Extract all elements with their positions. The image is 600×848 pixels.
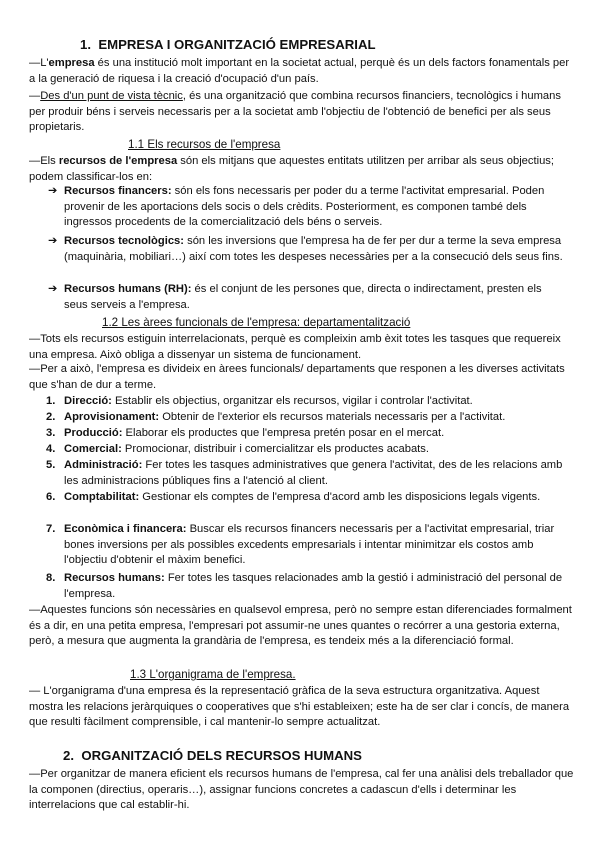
area-label: Direcció:	[64, 395, 112, 407]
dash-prefix: —L'	[29, 57, 49, 69]
underlined-phrase: Des d'un punt de vista tècnic	[40, 90, 183, 102]
area-text: Establir els objectius, organitzar els recursos, vigilar i controlar l'activitat.	[111, 395, 473, 407]
bold-term-empresa: empresa	[48, 57, 95, 69]
section-1-paragraph-1	[29, 56, 574, 87]
item-number: 7.	[46, 523, 56, 535]
subsection-1-2-paragraph-2: —Per a això, l'empresa es divideix en àrees funcionals/ departaments que responen a les diverses activitats que s'han de dur a terme.	[29, 363, 565, 391]
item-number: 5.	[46, 459, 56, 471]
area-label: Econòmica i financera:	[64, 523, 187, 535]
subsection-1-1-paragraph	[29, 154, 574, 185]
area-text: Gestionar els comptes de l'empresa d'acord amb les disposicions legals vigents.	[139, 491, 541, 503]
item-number: 8.	[46, 572, 56, 584]
item-number: 4.	[46, 443, 56, 455]
item-number: 3.	[46, 427, 56, 439]
subsection-1-2-paragraph-3: —Aquestes funcions són necessàries en qualsevol empresa, però no sempre estan diferenciades formalment és a dir, en una petita empresa, l'empresari pot assumir-ne unes quantes o recórrer a una gestoria externa, però, a mesura que augmenta la grandària de l'empresa, es tendeix més a la diferenciació formal.	[29, 604, 572, 648]
dash-prefix: —	[29, 90, 41, 102]
section-2-number: 2.	[63, 748, 74, 763]
paragraph-text: , és una organització que combina recursos financiers, tecnològics i humans per produir béns i serveis necessaris per a la societat amb l'objectiu de l'obtenció de benefici per als seus propietaris.	[29, 90, 561, 134]
area-item-comptabilitat	[46, 490, 574, 506]
resource-label: Recursos financers:	[64, 185, 172, 197]
resource-item-tecnologics	[48, 234, 568, 265]
area-item-administracio	[46, 458, 574, 489]
area-item-recursos-humans	[46, 571, 574, 602]
area-label: Recursos humans:	[64, 572, 165, 584]
paragraph-text: són els mitjans que aquestes entitats utilitzen per arribar als seus objectius; podem classificar-los en:	[29, 155, 555, 183]
bold-term-recursos: recursos de l'empresa	[58, 155, 178, 167]
dash-prefix: —Els	[29, 155, 59, 167]
subsection-1-2-paragraph-1: —Tots els recursos estiguin interrelacionats, perquè es compleixin amb èxit totes les tasques que requereix una empresa. Això obliga a dissenyar un sistema de funcionament.	[29, 333, 561, 361]
area-label: Administració:	[64, 459, 143, 471]
area-label: Comptabilitat:	[64, 491, 140, 503]
area-item-aprovisionament	[46, 410, 574, 426]
section-2-title: ORGANITZACIÓ DELS RECURSOS HUMANS	[81, 748, 362, 763]
paragraph-text: és una institució molt important en la societat actual, perquè és un dels factors fonamentals per a la generació de riquesa i la creació d'ocupació d'un país.	[29, 57, 570, 85]
resource-text: són les inversions que l'empresa ha de fer per dur a terme la seva empresa (maquinària, mobiliari…) així com totes les despeses necessàries per a la consecució dels seus fins.	[64, 235, 563, 263]
area-item-produccio	[46, 426, 574, 442]
subsection-1-2-title: 1.2 Les àrees funcionals de l'empresa: departamentalització	[102, 316, 411, 329]
resource-text: és el conjunt de les persones que, directa o indirectament, presten els seus serveis a l'empresa.	[64, 283, 542, 311]
area-item-comercial	[46, 442, 574, 458]
area-label: Aprovisionament:	[64, 411, 160, 423]
item-number: 2.	[46, 411, 56, 423]
item-number: 1.	[46, 395, 56, 407]
area-item-economica-financera	[46, 522, 574, 569]
resource-text: són els fons necessaris per poder du a terme l'activitat empresarial. Poden provenir de les aportacions dels socis o dels crèdits. Posteriorment, es componen també dels ingressos procedents de la comercialització dels béns o serveis.	[64, 185, 545, 229]
section-2-paragraph: —Per organitzar de manera eficient els recursos humans de l'empresa, cal fer una anàlisi dels treballador que la componen (directius, operaris…), assignar funcions concretes a cadascun d'ells i determinar les interrelacions que cal establir-hi.	[29, 768, 574, 812]
area-text: Fer totes les tasques administratives que genera l'activitat, des de les relacions amb les administracions públiques fins a l'atenció al client.	[64, 459, 563, 487]
area-text: Promocionar, distribuir i comercialitzar els productes acabats.	[121, 443, 429, 455]
area-text: Fer totes les tasques relacionades amb la gestió i administració del personal de l'empresa.	[64, 572, 563, 600]
item-number: 6.	[46, 491, 56, 503]
area-item-direccio	[46, 394, 574, 410]
subsection-1-3-title: 1.3 L'organigrama de l'empresa.	[130, 668, 296, 681]
area-label: Producció:	[64, 427, 123, 439]
area-text: Obtenir de l'exterior els recursos materials necessaris per a l'activitat.	[159, 411, 506, 423]
arrow-bullet-icon: ➔	[48, 235, 58, 247]
resource-item-financers	[48, 184, 568, 231]
resource-item-humans	[48, 282, 568, 313]
section-1-title: EMPRESA I ORGANITZACIÓ EMPRESARIAL	[98, 37, 376, 52]
section-1-heading	[80, 37, 376, 53]
section-1-paragraph-2	[29, 89, 574, 136]
section-2-heading	[63, 748, 362, 764]
area-text: Buscar els recursos financers necessaris per a l'activitat empresarial, triar bones inversions per als possibles excedents empresarials i intentar minimitzar els costos amb l'objectiu d'obtenir el màxim benefici.	[64, 523, 555, 567]
resource-label: Recursos tecnològics:	[64, 235, 184, 247]
section-1-number: 1.	[80, 37, 91, 52]
area-label: Comercial:	[64, 443, 122, 455]
arrow-bullet-icon: ➔	[48, 185, 58, 197]
resource-label: Recursos humans (RH):	[64, 283, 192, 295]
subsection-1-1-title: 1.1 Els recursos de l'empresa	[128, 138, 281, 151]
arrow-bullet-icon: ➔	[48, 283, 58, 295]
area-text: Elaborar els productes que l'empresa pretén posar en el mercat.	[122, 427, 445, 439]
subsection-1-3-paragraph: — L'organigrama d'una empresa és la representació gràfica de la seva estructura organitzativa. Aquest mostra les relacions jeràrquiques o cooperatives que s'hi estableixen; este ha de ser clar i concís, de manera que resulti fàcilment comprensible, i cal mantenir-lo sempre actualitzat.	[29, 685, 570, 729]
